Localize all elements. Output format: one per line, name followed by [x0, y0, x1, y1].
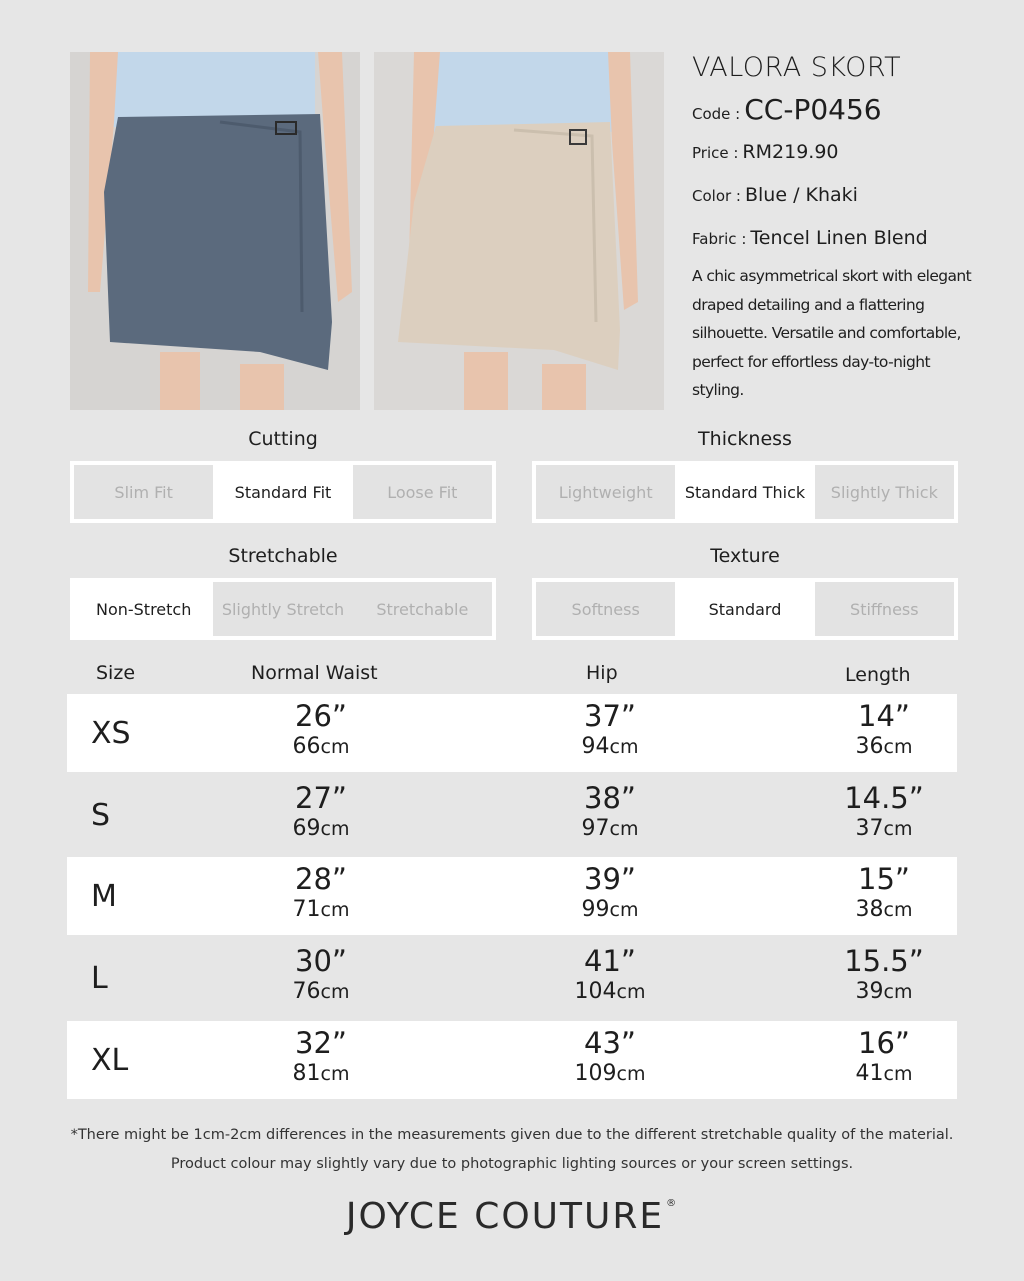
waist-inches: 28” — [295, 862, 347, 896]
size-row-xs — [67, 694, 957, 772]
cutting-title: Cutting — [248, 428, 318, 450]
length-cm: 36 — [855, 734, 884, 759]
size-row-xl — [67, 1021, 957, 1099]
hip-cm: 97 — [581, 816, 610, 841]
hip-cell — [540, 863, 680, 925]
cm-unit: cm — [609, 818, 639, 840]
hip-cm: 99 — [581, 897, 610, 922]
hip-inches: 41” — [584, 944, 636, 978]
hip-inches: 43” — [584, 1026, 636, 1060]
hip-inches: 39” — [584, 862, 636, 896]
cm-unit: cm — [883, 981, 913, 1003]
length-inches: 15.5” — [844, 944, 924, 978]
thickness-option-lightweight: Lightweight — [536, 465, 675, 519]
length-cell — [814, 863, 954, 925]
cm-unit: cm — [883, 899, 913, 921]
cm-unit: cm — [616, 1063, 646, 1085]
cm-unit: cm — [616, 981, 646, 1003]
hip-cm: 109 — [574, 1061, 617, 1086]
length-cell — [814, 782, 954, 844]
waist-cell — [251, 700, 391, 762]
size-row-m — [67, 857, 957, 935]
stretchable-title: Stretchable — [228, 545, 338, 567]
length-inches: 14” — [858, 699, 910, 733]
measurement-note: *There might be 1cm-2cm differences in the measurements given due to the different stretchable quality of the material. — [70, 1127, 954, 1143]
length-inches: 15” — [858, 862, 910, 896]
size-label: M — [91, 878, 117, 914]
waist-cm: 66 — [292, 734, 321, 759]
texture-option-standard: Standard — [675, 582, 814, 636]
cm-unit: cm — [320, 1063, 350, 1085]
length-cell — [814, 700, 954, 762]
stretchable-options — [70, 578, 496, 640]
thickness-title: Thickness — [698, 428, 792, 450]
code-value: CC-P0456 — [744, 93, 882, 126]
colour-note: Product colour may slightly vary due to photographic lighting sources or your screen settings. — [170, 1156, 854, 1172]
thickness-options — [532, 461, 958, 523]
size-label: XS — [91, 715, 131, 751]
size-row-l — [67, 939, 957, 1017]
size-label: L — [91, 960, 108, 996]
length-cm: 39 — [855, 979, 884, 1004]
hip-cell — [540, 782, 680, 844]
color-row — [692, 174, 992, 217]
stretchable-option-stretchable: Stretchable — [353, 582, 492, 636]
cm-unit: cm — [320, 981, 350, 1003]
hip-cell — [540, 1027, 680, 1089]
size-row-s — [67, 776, 957, 854]
hip-cell — [540, 945, 680, 1007]
waist-inches: 30” — [295, 944, 347, 978]
cutting-option-standard-fit: Standard Fit — [213, 465, 352, 519]
waist-inches: 32” — [295, 1026, 347, 1060]
length-inches: 14.5” — [844, 781, 924, 815]
hip-cell — [540, 700, 680, 762]
texture-title: Texture — [710, 545, 780, 567]
color-value: Blue / Khaki — [744, 184, 858, 206]
waist-inches: 27” — [295, 781, 347, 815]
length-cm: 37 — [855, 816, 884, 841]
color-label: Color : — [692, 187, 741, 205]
cm-unit: cm — [320, 818, 350, 840]
waist-cm: 69 — [292, 816, 321, 841]
product-description: A chic asymmetrical skort with elegant draped detailing and a flattering silhouette. Versatile and comfortable, perfect for effortless day-to-night styling. — [692, 267, 972, 399]
size-label: XL — [91, 1042, 129, 1078]
price-value: RM219.90 — [742, 141, 839, 163]
cm-unit: cm — [883, 1063, 913, 1085]
length-cm: 41 — [855, 1061, 884, 1086]
code-label: Code : — [692, 105, 741, 123]
length-cell — [814, 945, 954, 1007]
price-row — [692, 131, 992, 174]
waist-header: Normal Waist — [251, 662, 378, 684]
thickness-option-standard-thick: Standard Thick — [675, 465, 814, 519]
hip-header: Hip — [586, 662, 618, 684]
cm-unit: cm — [320, 736, 350, 758]
brand-logo — [0, 1196, 1024, 1237]
cm-unit: cm — [883, 736, 913, 758]
length-inches: 16” — [858, 1026, 910, 1060]
waist-cell — [251, 782, 391, 844]
texture-option-softness: Softness — [536, 582, 675, 636]
hip-inches: 37” — [584, 699, 636, 733]
cutting-option-loose-fit: Loose Fit — [353, 465, 492, 519]
fabric-value: Tencel Linen Blend — [750, 227, 928, 249]
product-photo-khaki — [374, 52, 664, 410]
stretchable-option-non-stretch: Non-Stretch — [74, 582, 213, 636]
product-title: VALORA SKORT — [692, 52, 902, 83]
size-header: Size — [96, 662, 136, 684]
cm-unit: cm — [883, 818, 913, 840]
waist-cm: 76 — [292, 979, 321, 1004]
product-photo-blue — [70, 52, 360, 410]
product-info — [692, 48, 992, 405]
hip-cm: 94 — [581, 734, 610, 759]
price-label: Price : — [692, 144, 739, 162]
thickness-option-slightly-thick: Slightly Thick — [815, 465, 954, 519]
size-label: S — [91, 797, 111, 833]
cutting-options — [70, 461, 496, 523]
code-row — [692, 88, 992, 131]
waist-cm: 81 — [292, 1061, 321, 1086]
registered-mark: ® — [666, 1198, 679, 1209]
waist-cm: 71 — [292, 897, 321, 922]
length-cm: 38 — [855, 897, 884, 922]
length-header: Length — [845, 664, 911, 686]
waist-cell — [251, 945, 391, 1007]
cutting-option-slim-fit: Slim Fit — [74, 465, 213, 519]
hip-inches: 38” — [584, 781, 636, 815]
cm-unit: cm — [320, 899, 350, 921]
texture-options — [532, 578, 958, 640]
waist-inches: 26” — [295, 699, 347, 733]
brand-name: JOYCE COUTURE — [345, 1196, 665, 1237]
cm-unit: cm — [609, 736, 639, 758]
stretchable-option-slightly-stretch: Slightly Stretch — [213, 582, 352, 636]
length-cell — [814, 1027, 954, 1089]
waist-cell — [251, 1027, 391, 1089]
fabric-label: Fabric : — [692, 230, 747, 248]
waist-cell — [251, 863, 391, 925]
cm-unit: cm — [609, 899, 639, 921]
hip-cm: 104 — [574, 979, 617, 1004]
texture-option-stiffness: Stiffness — [815, 582, 954, 636]
fabric-row — [692, 217, 992, 260]
